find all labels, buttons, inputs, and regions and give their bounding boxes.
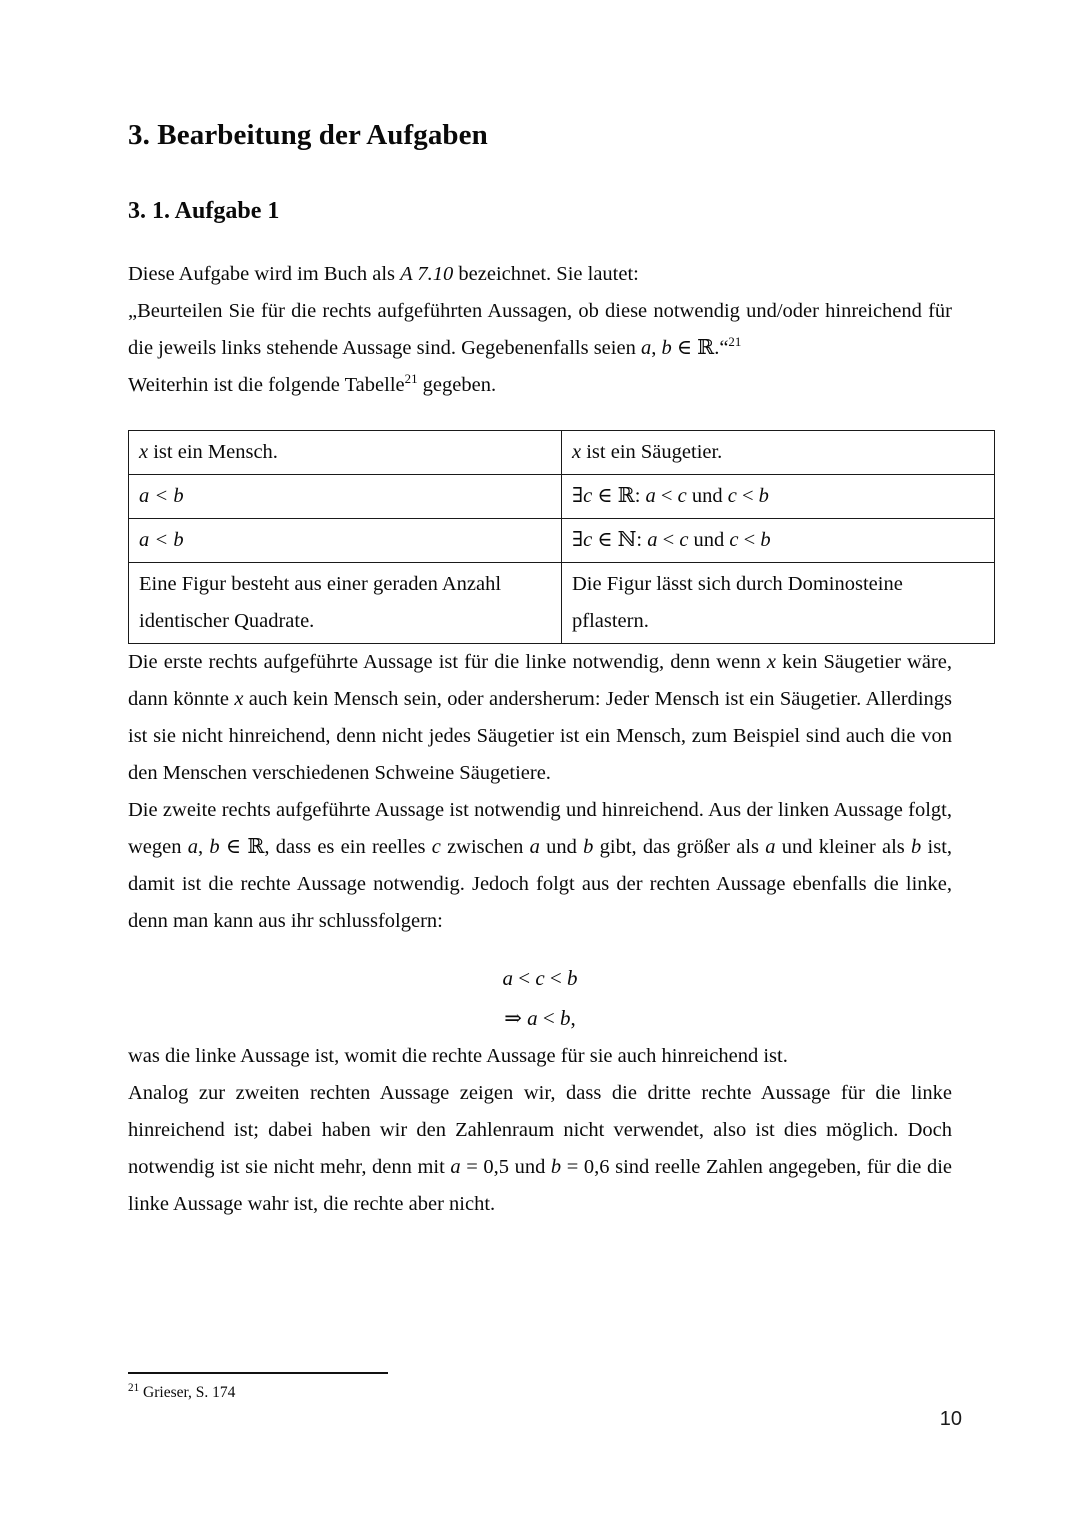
quote-close: .“ xyxy=(714,336,729,359)
para-text: und xyxy=(539,835,584,858)
math-element-of: ∈ xyxy=(592,528,618,551)
math-less-than: < xyxy=(512,965,536,990)
table-cell-left: Eine Figur besteht aus einer geraden Anzahl identischer Quadrate. xyxy=(129,562,562,643)
math-less-than: < xyxy=(544,965,567,990)
footnote-citation-text: Grieser, S. 174 xyxy=(139,1384,236,1401)
math-set-naturals: ℕ xyxy=(617,528,637,551)
para-text: Die erste rechts aufgeführte Aussage ist für die linke notwendig, denn wenn xyxy=(128,650,767,673)
math-var-a: a xyxy=(645,484,656,507)
display-equations xyxy=(128,958,952,1038)
math-var-b: b xyxy=(911,835,922,858)
math-var-b: b xyxy=(583,835,594,858)
math-comma: , xyxy=(570,1005,576,1030)
table-row xyxy=(129,518,995,562)
math-var-b: b xyxy=(550,1155,562,1178)
math-var-a: a xyxy=(450,1155,461,1178)
math-colon: : xyxy=(634,484,646,507)
footnote-area xyxy=(128,1372,952,1403)
math-implies-arrow-icon: ⇒ xyxy=(504,1005,528,1030)
table-cell-left xyxy=(129,474,562,518)
math-element-of: ∈ xyxy=(671,336,698,359)
math-var-b: b xyxy=(567,965,578,990)
text-und: und xyxy=(688,528,730,551)
math-var-a: a xyxy=(765,835,776,858)
intro-text-part-2: bezeichnet. Sie lautet: xyxy=(453,262,639,285)
intro-line-1 xyxy=(128,256,952,293)
math-var-x: x xyxy=(139,440,149,463)
cell-text: ist ein Mensch. xyxy=(148,440,278,463)
table-cell-right xyxy=(562,518,995,562)
math-less-than: < xyxy=(655,484,678,507)
math-var-c: c xyxy=(679,528,689,551)
math-set-reals: ℝ xyxy=(697,336,715,359)
footnote-marker-21: 21 xyxy=(728,333,742,349)
math-var-c: c xyxy=(583,484,593,507)
table-cell-right: Die Figur lässt sich durch Dominosteine pflastern. xyxy=(562,562,995,643)
para-text: , dass es ein reelles xyxy=(264,835,432,858)
footnote-entry xyxy=(128,1383,952,1403)
math-element-of: ∈ xyxy=(219,835,248,858)
math-var-a: a xyxy=(647,528,658,551)
math-var-x: x xyxy=(234,687,244,710)
tabelle-text-part-2: gegeben. xyxy=(417,373,497,396)
math-less-than: < xyxy=(657,528,680,551)
tabelle-intro-line xyxy=(128,367,952,404)
math-var-a: a xyxy=(502,965,513,990)
math-var-c: c xyxy=(431,835,441,858)
para-text: kein Säugetier wäre, dann könnte xyxy=(128,650,952,710)
quote-comma: , xyxy=(651,336,662,359)
table-row xyxy=(129,430,995,474)
math-var-b: b xyxy=(760,528,771,551)
math-assignment-a: = 0,5 xyxy=(460,1155,509,1178)
table-cell-right xyxy=(562,430,995,474)
equation-a-lt-c-lt-b xyxy=(128,958,952,998)
math-var-a: a xyxy=(640,336,652,359)
math-less-than: < xyxy=(738,528,761,551)
quoted-task-text xyxy=(128,293,952,367)
page-content xyxy=(128,118,952,1223)
paragraph-first-statement xyxy=(128,644,952,792)
math-assignment-b: = 0,6 xyxy=(561,1155,610,1178)
math-inequality-a-lt-b: a < b xyxy=(139,528,184,551)
section-heading-aufgabe-1: 3. 1. Aufgabe 1 xyxy=(128,197,280,224)
math-inequality-a-lt-b: a < b xyxy=(139,484,184,507)
para-text: und kleiner als xyxy=(775,835,912,858)
para-comma: , xyxy=(198,835,210,858)
equation-implies-a-lt-b xyxy=(128,998,952,1038)
math-less-than: < xyxy=(736,484,759,507)
math-exists-quantifier: ∃ xyxy=(572,484,584,507)
math-var-c: c xyxy=(583,528,593,551)
text-und: und xyxy=(686,484,728,507)
table-cell-right xyxy=(562,474,995,518)
math-var-a: a xyxy=(527,1005,538,1030)
table-row xyxy=(129,474,995,518)
table-row xyxy=(129,562,995,643)
intro-text-part-1: Diese Aufgabe wird im Buch als xyxy=(128,262,401,285)
para-text: Die zweite rechts aufgeführte Aussage ist notwendig und hinreichend. Aus der linken Aussage folgt, wegen xyxy=(128,798,952,858)
cell-text: ist ein Säugetier. xyxy=(581,440,723,463)
math-less-than: < xyxy=(537,1005,560,1030)
footnote-separator-rule xyxy=(128,1372,388,1374)
para-text: ist, damit ist die rechte Aussage notwendig. Jedoch folgt aus der rechten Aussage ebenfalls die linke, denn man kann aus ihr schlussfolgern: xyxy=(128,835,953,932)
math-var-b: b xyxy=(559,1005,571,1030)
table-cell-left xyxy=(129,518,562,562)
para-text: Analog zur zweiten rechten Aussage zeigen wir, dass die dritte rechte Aussage für die linke hinreichend ist; dabei haben wir den Zahlenraum nicht verwendet, also ist dies möglich. Doch notwendig ist sie nicht mehr, denn mit xyxy=(128,1081,952,1178)
para-text: sind reelle Zahlen angegeben, für die die linke Aussage wahr ist, die rechte aber nicht. xyxy=(128,1155,952,1215)
math-element-of: ∈ xyxy=(592,484,618,507)
math-set-reals: ℝ xyxy=(617,484,635,507)
book-reference: A 7.10 xyxy=(400,262,454,285)
math-var-b: b xyxy=(209,835,220,858)
footnote-number: 21 xyxy=(128,1381,140,1394)
page-title: 3. Bearbeitung der Aufgaben xyxy=(128,119,488,151)
math-var-c: c xyxy=(727,484,737,507)
math-var-a: a xyxy=(187,835,199,858)
paragraph-second-statement xyxy=(128,792,952,940)
tabelle-text-part-1: Weiterhin ist die folgende Tabelle xyxy=(128,373,405,396)
page-number: 10 xyxy=(939,1408,962,1430)
aussagen-table xyxy=(128,430,995,644)
math-var-b: b xyxy=(758,484,769,507)
math-colon: : xyxy=(636,528,648,551)
footnote-marker-21: 21 xyxy=(404,370,418,386)
math-var-b: b xyxy=(661,336,672,359)
quote-body: „Beurteilen Sie für die rechts aufgeführten Aussagen, ob diese notwendig und/oder hinreichend für die jeweils links stehende Aussage sind. Gegebenenfalls seien xyxy=(128,299,952,359)
para-text: auch kein Mensch sein, oder andersherum: Jeder Mensch ist ein Säugetier. Allerdings ist sie nicht hinreichend, denn nicht jedes Säugetier ist ein Mensch, zum Beispiel sind auch die von den Menschen verschiedenen Schweine Säugetiere. xyxy=(128,687,952,784)
math-set-reals: ℝ xyxy=(247,835,265,858)
math-var-x: x xyxy=(766,650,776,673)
paragraph-third-statement xyxy=(128,1075,952,1223)
para-text: gibt, das größer als xyxy=(593,835,766,858)
para-text: und xyxy=(509,1155,551,1178)
math-exists-quantifier: ∃ xyxy=(572,528,584,551)
paragraph-conclusion: was die linke Aussage ist, womit die rechte Aussage für sie auch hinreichend ist. xyxy=(128,1044,788,1067)
para-text: zwischen xyxy=(440,835,530,858)
math-var-c: c xyxy=(729,528,739,551)
math-var-x: x xyxy=(572,440,582,463)
math-var-c: c xyxy=(677,484,687,507)
math-var-a: a xyxy=(529,835,540,858)
math-var-c: c xyxy=(535,965,545,990)
table-cell-left xyxy=(129,430,562,474)
